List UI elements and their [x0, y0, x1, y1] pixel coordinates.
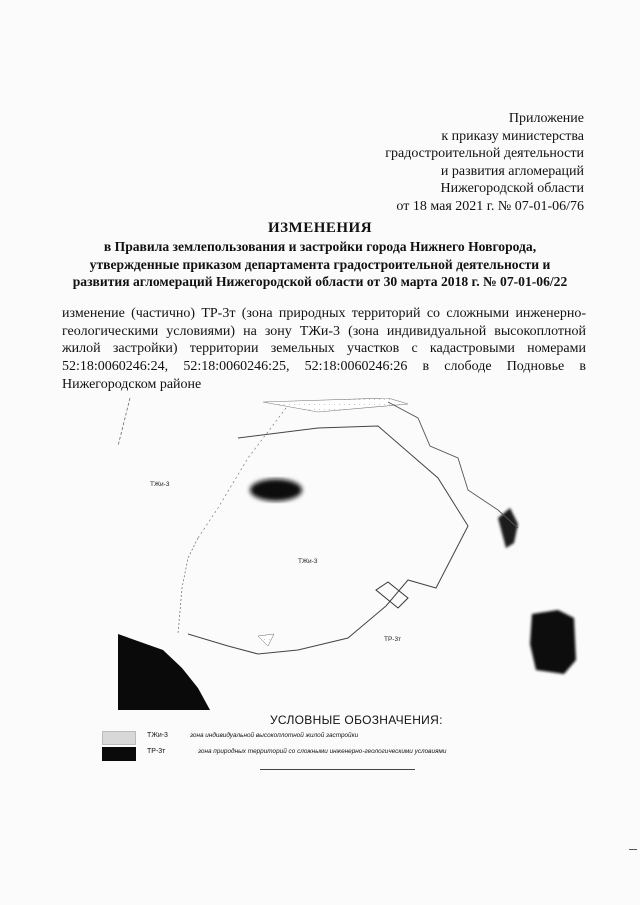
body-line: изменение (частично) ТР-3т (зона природных территорий со сложными инженерно-	[62, 306, 586, 321]
legend-code: ТР-3т	[147, 748, 166, 755]
dark-blob-right-bottom	[530, 610, 576, 674]
appendix-header	[324, 110, 584, 216]
subtitle-line: развития агломераций Нижегородской области от 30 марта 2018 г. № 07-01-06/22	[72, 274, 568, 289]
legend-swatch-tzhi3	[102, 731, 136, 745]
body-line: жилой застройки) территории земельных участков с кадастровыми номерами	[62, 341, 586, 357]
legend-description: зона индивидуальной высокоплотной жилой застройки	[190, 732, 359, 739]
legend-code: ТЖи-3	[147, 732, 168, 739]
document-title: ИЗМЕНЕНИЯ	[267, 220, 373, 236]
zone-label-tzhi3-center: ТЖи-3	[298, 558, 318, 565]
appendix-line: и развития агломераций	[440, 163, 584, 179]
document-subtitle	[40, 238, 600, 291]
body-line: геологическими условиями) на зону ТЖи-3 (зона индивидуальной высокоплотной	[62, 323, 586, 339]
zoning-map	[118, 398, 584, 710]
dark-blob-left	[250, 479, 302, 501]
legend-description: зона природных территорий со сложными инженерно-геологическими условиями	[198, 748, 447, 755]
subtitle-line: в Правила землепользования и застройки города Нижнего Новгорода,	[103, 239, 537, 254]
appendix-line: от 18 мая 2021 г. № 07-01-06/76	[396, 198, 584, 214]
zone-label-tzhi3-left: ТЖи-3	[150, 481, 170, 488]
body-line: 52:18:0060246:24, 52:18:0060246:25, 52:18:0060246:26 в слободе Подновье в	[62, 359, 586, 375]
zone-label-tr3t: ТР-3т	[384, 636, 402, 643]
appendix-line: к приказу министерства	[441, 128, 584, 144]
map-background	[118, 398, 584, 710]
change-description	[62, 305, 586, 394]
legend-swatch-tr3t	[102, 747, 136, 761]
closing-line	[260, 769, 415, 770]
body-line: Нижегородском районе	[62, 376, 202, 392]
appendix-line: Нижегородской области	[440, 181, 584, 197]
legend-title: УСЛОВНЫЕ ОБОЗНАЧЕНИЯ:	[270, 713, 443, 727]
appendix-line: Приложение	[508, 111, 584, 126]
appendix-line: градостроительной деятельности	[385, 146, 584, 162]
edge-mark	[629, 849, 637, 850]
subtitle-line: утвержденные приказом департамента градостроительной деятельности и	[89, 256, 551, 272]
